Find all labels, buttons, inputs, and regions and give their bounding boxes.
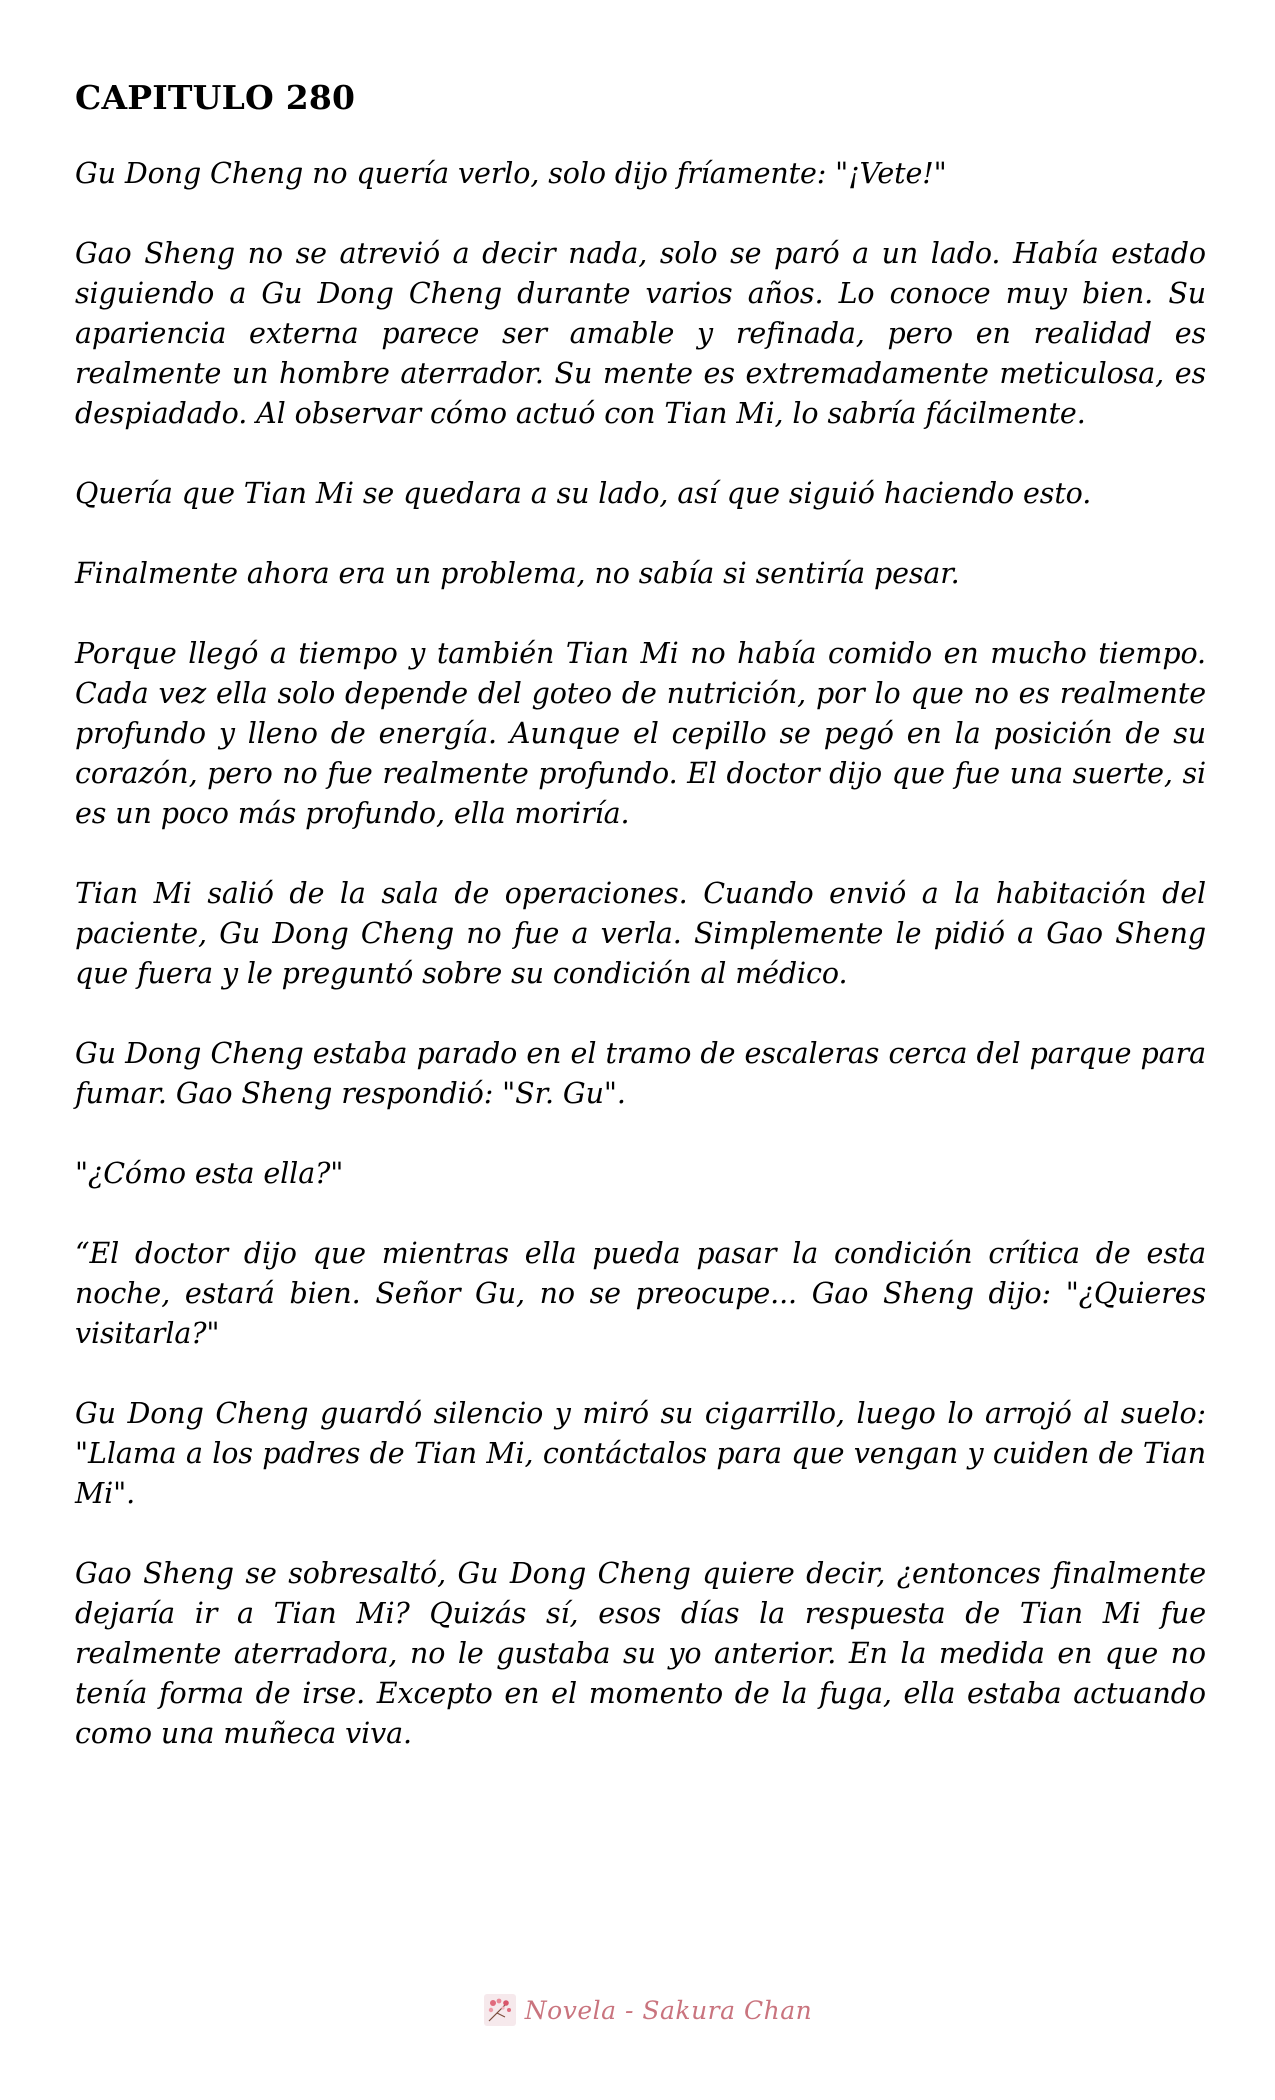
paragraph-7: Gu Dong Cheng estaba parado en el tramo de escaleras cerca del parque para fumar. Gao Sheng respondió: "Sr. Gu".	[75, 1037, 1206, 1110]
footer-brand	[483, 1993, 812, 2027]
paragraph-10: Gu Dong Cheng guardó silencio y miró su cigarrillo, luego lo arrojó al suelo: "Llama a los padres de Tian Mi, contáctalos para que vengan y cuiden de Tian Mi".	[75, 1397, 1206, 1510]
paragraph-4: Finalmente ahora era un problema, no sabía si sentiría pesar.	[75, 557, 960, 590]
paragraph-9: “El doctor dijo que mientras ella pueda pasar la condición crítica de esta noche, estará bien. Señor Gu, no se preocupe... Gao Sheng dijo: "¿Quieres visitarla?"	[75, 1237, 1206, 1350]
footer-text: Novela - Sakura Chan	[524, 1995, 813, 2025]
paragraph-1: Gu Dong Cheng no quería verlo, solo dijo fríamente: "¡Vete!"	[75, 157, 947, 190]
paragraph-11: Gao Sheng se sobresaltó, Gu Dong Cheng quiere decir, ¿entonces finalmente dejaría ir a Tian Mi? Quizás sí, esos días la respuesta de Tian Mi fue realmente aterradora, no le gustaba su yo anterior. En la medida en que no tenía forma de irse. Excepto en el momento de la fuga, ella estaba actuando como una muñeca viva.	[75, 1557, 1206, 1750]
paragraph-6: Tian Mi salió de la sala de operaciones. Cuando envió a la habitación del paciente, Gu Dong Cheng no fue a verla. Simplemente le pidió a Gao Sheng que fuera y le preguntó sobre su condición al médico.	[75, 877, 1206, 990]
document-page	[75, 78, 1206, 1794]
paragraph-5: Porque llegó a tiempo y también Tian Mi no había comido en mucho tiempo. Cada vez ella solo depende del goteo de nutrición, por lo que no es realmente profundo y lleno de energía. Aunque el cepillo se pegó en la posición de su corazón, pero no fue realmente profundo. El doctor dijo que fue una suerte, si es un poco más profundo, ella moriría.	[75, 637, 1206, 830]
sakura-flower-icon	[483, 1993, 517, 2027]
paragraph-2: Gao Sheng no se atrevió a decir nada, solo se paró a un lado. Había estado siguiendo a Gu Dong Cheng durante varios años. Lo conoce muy bien. Su apariencia externa parece ser amable y refinada, pero en realidad es realmente un hombre aterrador. Su mente es extremadamente meticulosa, es despiadado. Al observar cómo actuó con Tian Mi, lo sabría fácilmente.	[75, 237, 1206, 430]
chapter-title: CAPITULO 280	[75, 78, 356, 117]
paragraph-3: Quería que Tian Mi se quedara a su lado, así que siguió haciendo esto.	[75, 477, 1092, 510]
footer-watermark	[0, 1985, 1275, 2035]
paragraph-8: "¿Cómo esta ella?"	[75, 1157, 344, 1190]
